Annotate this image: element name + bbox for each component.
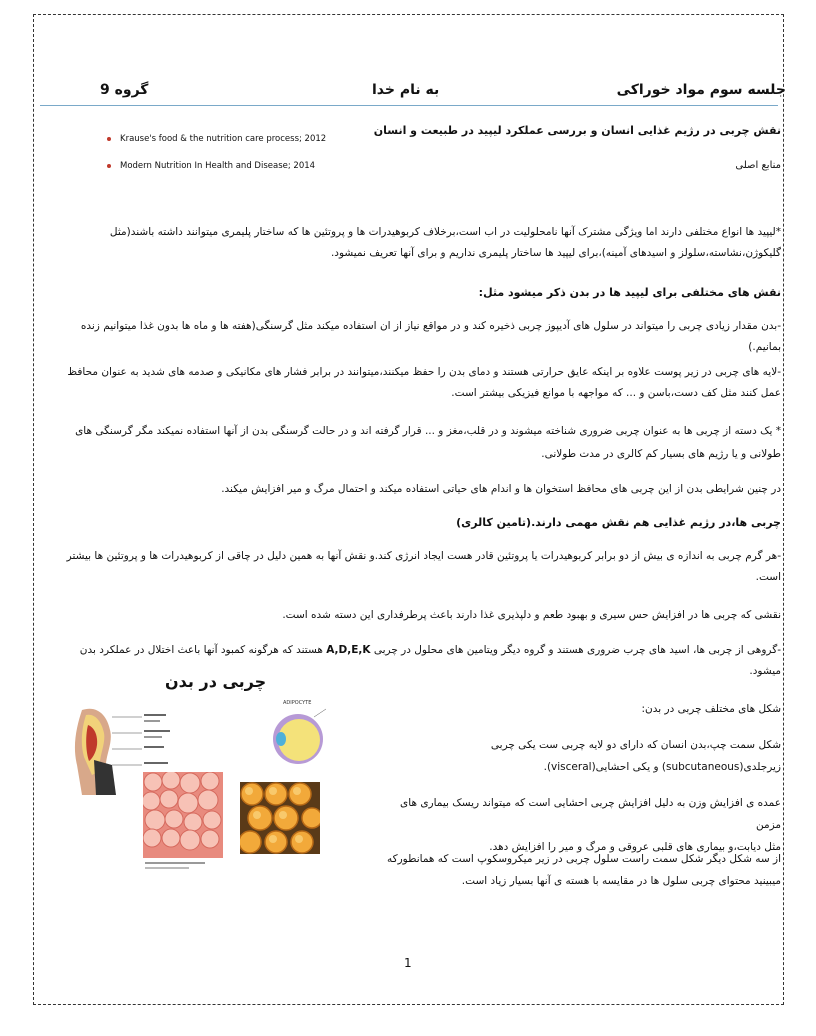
paragraph-essential-fat: * یک دسته از چربی ها به عنوان چربی ضروری شناخته میشوند و در قلب،مغز و ... قرار گرفته اند و در حالت گرسنگی بدن از آنها استفاده نمیکند مگر گرسنگی های طولانی و یا رژیم های بسیار کم کالری در مدت طولانی.	[75, 425, 781, 460]
adipocyte-label: ADIPOCYTE	[283, 700, 312, 706]
bullet-icon	[107, 164, 111, 168]
paragraph-visceral-risk: عمده ی افزایش وزن به دلیل افزایش چربی احشایی است که میتواند ریسک بیماری های مزمن مثل دیابت،و بیماری های قلبی عروقی و مرگ و میر را افزایش دهد.	[400, 797, 781, 853]
paragraph-starvation: در چنین شرایطی بدن از این چربی های محافظ استخوان ها و اندام های حیاتی استفاده میکند و احتمال مرگ و میر افزایش میکند.	[221, 483, 781, 495]
heading-diet-role: چربی ها،در رژیم غذایی هم نقش مهمی دارند.(تامین کالری)	[456, 516, 781, 529]
reference-item: Modern Nutrition In Health and Disease; 2014	[105, 161, 365, 171]
reference-list	[105, 134, 365, 188]
paragraph-energy: -هر گرم چربی به اندازه ی بیش از دو برابر کربوهیدرات یا پروتئین قادر هست ایجاد انرژی کند.و نقش آنها به همین دلیل در چاقی از کربوهیدرات ها و پروتئین ها بیشتر است.	[66, 550, 781, 583]
heading-lipid-roles: نقش های مختلفی برای لیپید ها در بدن ذکر میشود مثل:	[478, 286, 781, 299]
reference-item: Krause's food & the nutrition care process; 2012	[105, 134, 365, 144]
basmala-heading: به نام خدا	[372, 82, 440, 98]
paragraph-microscope: از سه شکل دیگر شکل سمت راست سلول چربی در زیر میکروسکوپ است که همانطورکه میبینید محتوای چربی سلول ها در مقایسه با هسته ی آنها بسیار زیاد است.	[386, 853, 781, 887]
bullet-icon	[107, 137, 111, 141]
section-title: نقش چربی در رژیم غذایی انسان و بررسی عملکرد لیپید در طبیعت و انسان	[373, 124, 781, 137]
paragraph-essential-acids: -گروهی از چربی ها، اسید های چرب ضروری هستند و گروه دیگر ویتامین های محلول در چربی A,D,E,K هستند که هرگونه کمبود آنها باعث اختلال در عملکرد بدن میشود.	[79, 644, 781, 677]
group-label: گروه 9	[100, 82, 149, 98]
paragraph-fat-layers: -لایه های چربی در زیر پوست علاوه بر اینکه عایق حرارتی هستند و دمای بدن را حفظ میکنند،میتوانند در برابر فشار های مکانیکی و صدمه های شدید به عنوان محافظ عمل کنند مثل کف دست،باسن و ... که مواجهه با موانع فیزیکی بیشتر است.	[67, 366, 781, 399]
document-title: جلسه سوم مواد خوراکی	[616, 82, 786, 98]
paragraph-fat-layers-figure: شکل سمت چپ،بدن انسان که دارای دو لایه چربی ست یکی چربی زیرجلدی(subcutaneous) و یکی احشایی(visceral).	[490, 739, 781, 773]
header-divider	[40, 105, 778, 106]
yellow-fat-cells-image	[240, 782, 320, 854]
page-number: 1	[404, 956, 412, 970]
paragraph-satiety: نقشی که چربی ها در افزایش حس سیری و بهبود طعم و دلپذیری غذا دارند باعث پرطرفداری این دسته شده است.	[282, 609, 781, 621]
micrograph-caption	[143, 858, 223, 872]
figure-title: چربی در بدن	[165, 672, 267, 691]
fat-cells-micrograph	[143, 772, 223, 858]
sources-label: منابع اصلی	[735, 160, 781, 171]
adipocyte-diagram	[268, 695, 328, 773]
paragraph-fat-storage: -بدن مقدار زیادی چربی را میتواند در سلول های آدیپوز چربی ذخیره کند و در مواقع نیاز از ان استفاده میکند مثل گرسنگی(هفته ها و ماه ها بدون غذا میتوانیم زنده بمانیم.)	[80, 320, 781, 353]
paragraph-lipid-intro: *لیپید ها انواع مختلفی دارند اما ویژگی مشترک آنها نامحلولیت در اب است،برخلاف کربوهیدرات ها و پروتئین ها که ساختار پلیمری میتوانند داشته باشند(مثل گلیکوژن،نشاسته،سلولز و اسیدهای آمینه)،برای لیپید ها ساختار پلیمری نداریم و برای آنها تعریف نمیشود.	[109, 226, 781, 259]
body-fat-forms-heading: شکل های مختلف چربی در بدن:	[641, 703, 781, 715]
